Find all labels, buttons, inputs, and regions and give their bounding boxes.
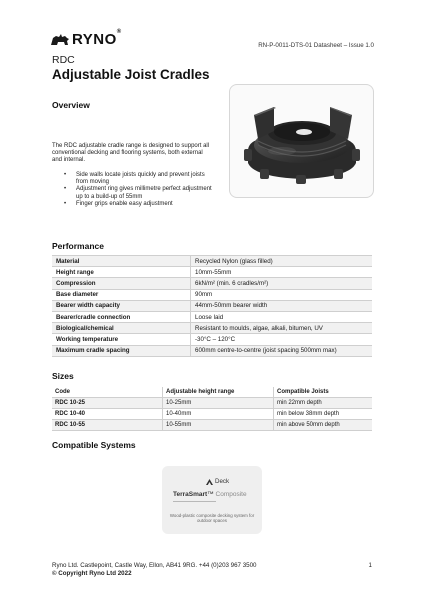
table-cell: 10-25mm <box>163 398 274 409</box>
table-cell: RDC 10-55 <box>52 420 163 431</box>
deck-logo-icon <box>206 479 213 485</box>
table-cell: 10-40mm <box>163 409 274 420</box>
list-item: • Adjustment ring gives millimetre perfect adjustment up to a build-up of 55mm <box>52 186 217 200</box>
sizes-heading: Sizes <box>52 371 74 381</box>
document-reference: RN-P-0011-DTS-01 Datasheet – Issue 1.0 <box>258 42 374 49</box>
table-row <box>52 300 372 311</box>
list-item: • Finger grips enable easy adjustment <box>52 201 217 208</box>
row-value: Loose laid <box>191 311 373 322</box>
table-cell: min below 38mm depth <box>274 409 373 420</box>
row-value: -30°C – 120°C <box>191 334 373 345</box>
overview-heading: Overview <box>52 100 90 110</box>
row-value: 44mm-50mm bearer width <box>191 300 373 311</box>
table-header-row <box>52 387 372 398</box>
joist-cradle-image <box>230 85 373 197</box>
table-cell: min above 50mm depth <box>274 420 373 431</box>
row-label: Biological/chemical <box>52 323 191 334</box>
deck-brand <box>206 478 229 485</box>
row-value: 600mm centre-to-centre (joist spacing 500mm max) <box>191 345 373 356</box>
terrasmart-logo: TerraSmart™ Composite <box>173 491 247 498</box>
column-header: Adjustable height range <box>163 387 274 398</box>
performance-heading: Performance <box>52 241 104 251</box>
row-label: Bearer width capacity <box>52 300 191 311</box>
row-label: Height range <box>52 267 191 278</box>
page-number: 1 <box>368 562 372 569</box>
table-row <box>52 345 372 356</box>
compatible-system-card <box>162 466 262 534</box>
rhino-icon <box>50 33 70 47</box>
table-row <box>52 420 372 431</box>
table-row <box>52 311 372 322</box>
performance-table <box>52 255 372 357</box>
table-row <box>52 334 372 345</box>
table-row <box>52 256 372 267</box>
brand-name: RYNO® <box>72 29 122 48</box>
product-image <box>229 84 374 198</box>
footer <box>52 562 256 577</box>
table-cell: RDC 10-25 <box>52 398 163 409</box>
sizes-table <box>52 387 372 431</box>
row-label: Working temperature <box>52 334 191 345</box>
table-row <box>52 409 372 420</box>
deck-brand-label: Deck <box>215 478 230 485</box>
table-cell: RDC 10-40 <box>52 409 163 420</box>
table-row <box>52 398 372 409</box>
list-item: • Side walls locate joists quickly and prevent joists from moving <box>52 172 217 186</box>
row-value: Resistant to moulds, algae, alkali, bitumen, UV <box>191 323 373 334</box>
overview-text: The RDC adjustable cradle range is designed to support all conventional decking and flooring systems, both external and internal. <box>52 143 210 164</box>
row-value: 90mm <box>191 289 373 300</box>
footer-copyright: © Copyright Ryno Ltd 2022 <box>52 569 132 577</box>
table-cell: min 22mm depth <box>274 398 373 409</box>
row-label: Material <box>52 256 191 267</box>
table-row <box>52 323 372 334</box>
column-header: Code <box>52 387 163 398</box>
row-value: 10mm-55mm <box>191 267 373 278</box>
footer-address: Ryno Ltd. Castlepoint, Castle Way, Ellon, AB41 9RG. +44 (0)203 967 3500 <box>52 562 257 569</box>
table-row <box>52 267 372 278</box>
compatible-system-description: Wood-plastic composite decking system for outdoor spaces <box>169 513 255 524</box>
table-cell: 10-55mm <box>163 420 274 431</box>
table-row <box>52 278 372 289</box>
column-header: Compatible Joists <box>274 387 373 398</box>
row-label: Maximum cradle spacing <box>52 345 191 356</box>
product-code: RDC <box>52 54 75 66</box>
row-label: Compression <box>52 278 191 289</box>
ryno-logo <box>50 31 122 48</box>
row-value: 6kN/m² (min. 6 cradles/m²) <box>191 278 373 289</box>
compatible-systems-heading: Compatible Systems <box>52 440 136 450</box>
logo-underline <box>173 501 216 502</box>
row-label: Base diameter <box>52 289 191 300</box>
row-label: Bearer/cradle connection <box>52 311 191 322</box>
page-title: Adjustable Joist Cradles <box>52 67 210 82</box>
table-row <box>52 289 372 300</box>
row-value: Recycled Nylon (glass filled) <box>191 256 373 267</box>
feature-list <box>52 172 217 208</box>
